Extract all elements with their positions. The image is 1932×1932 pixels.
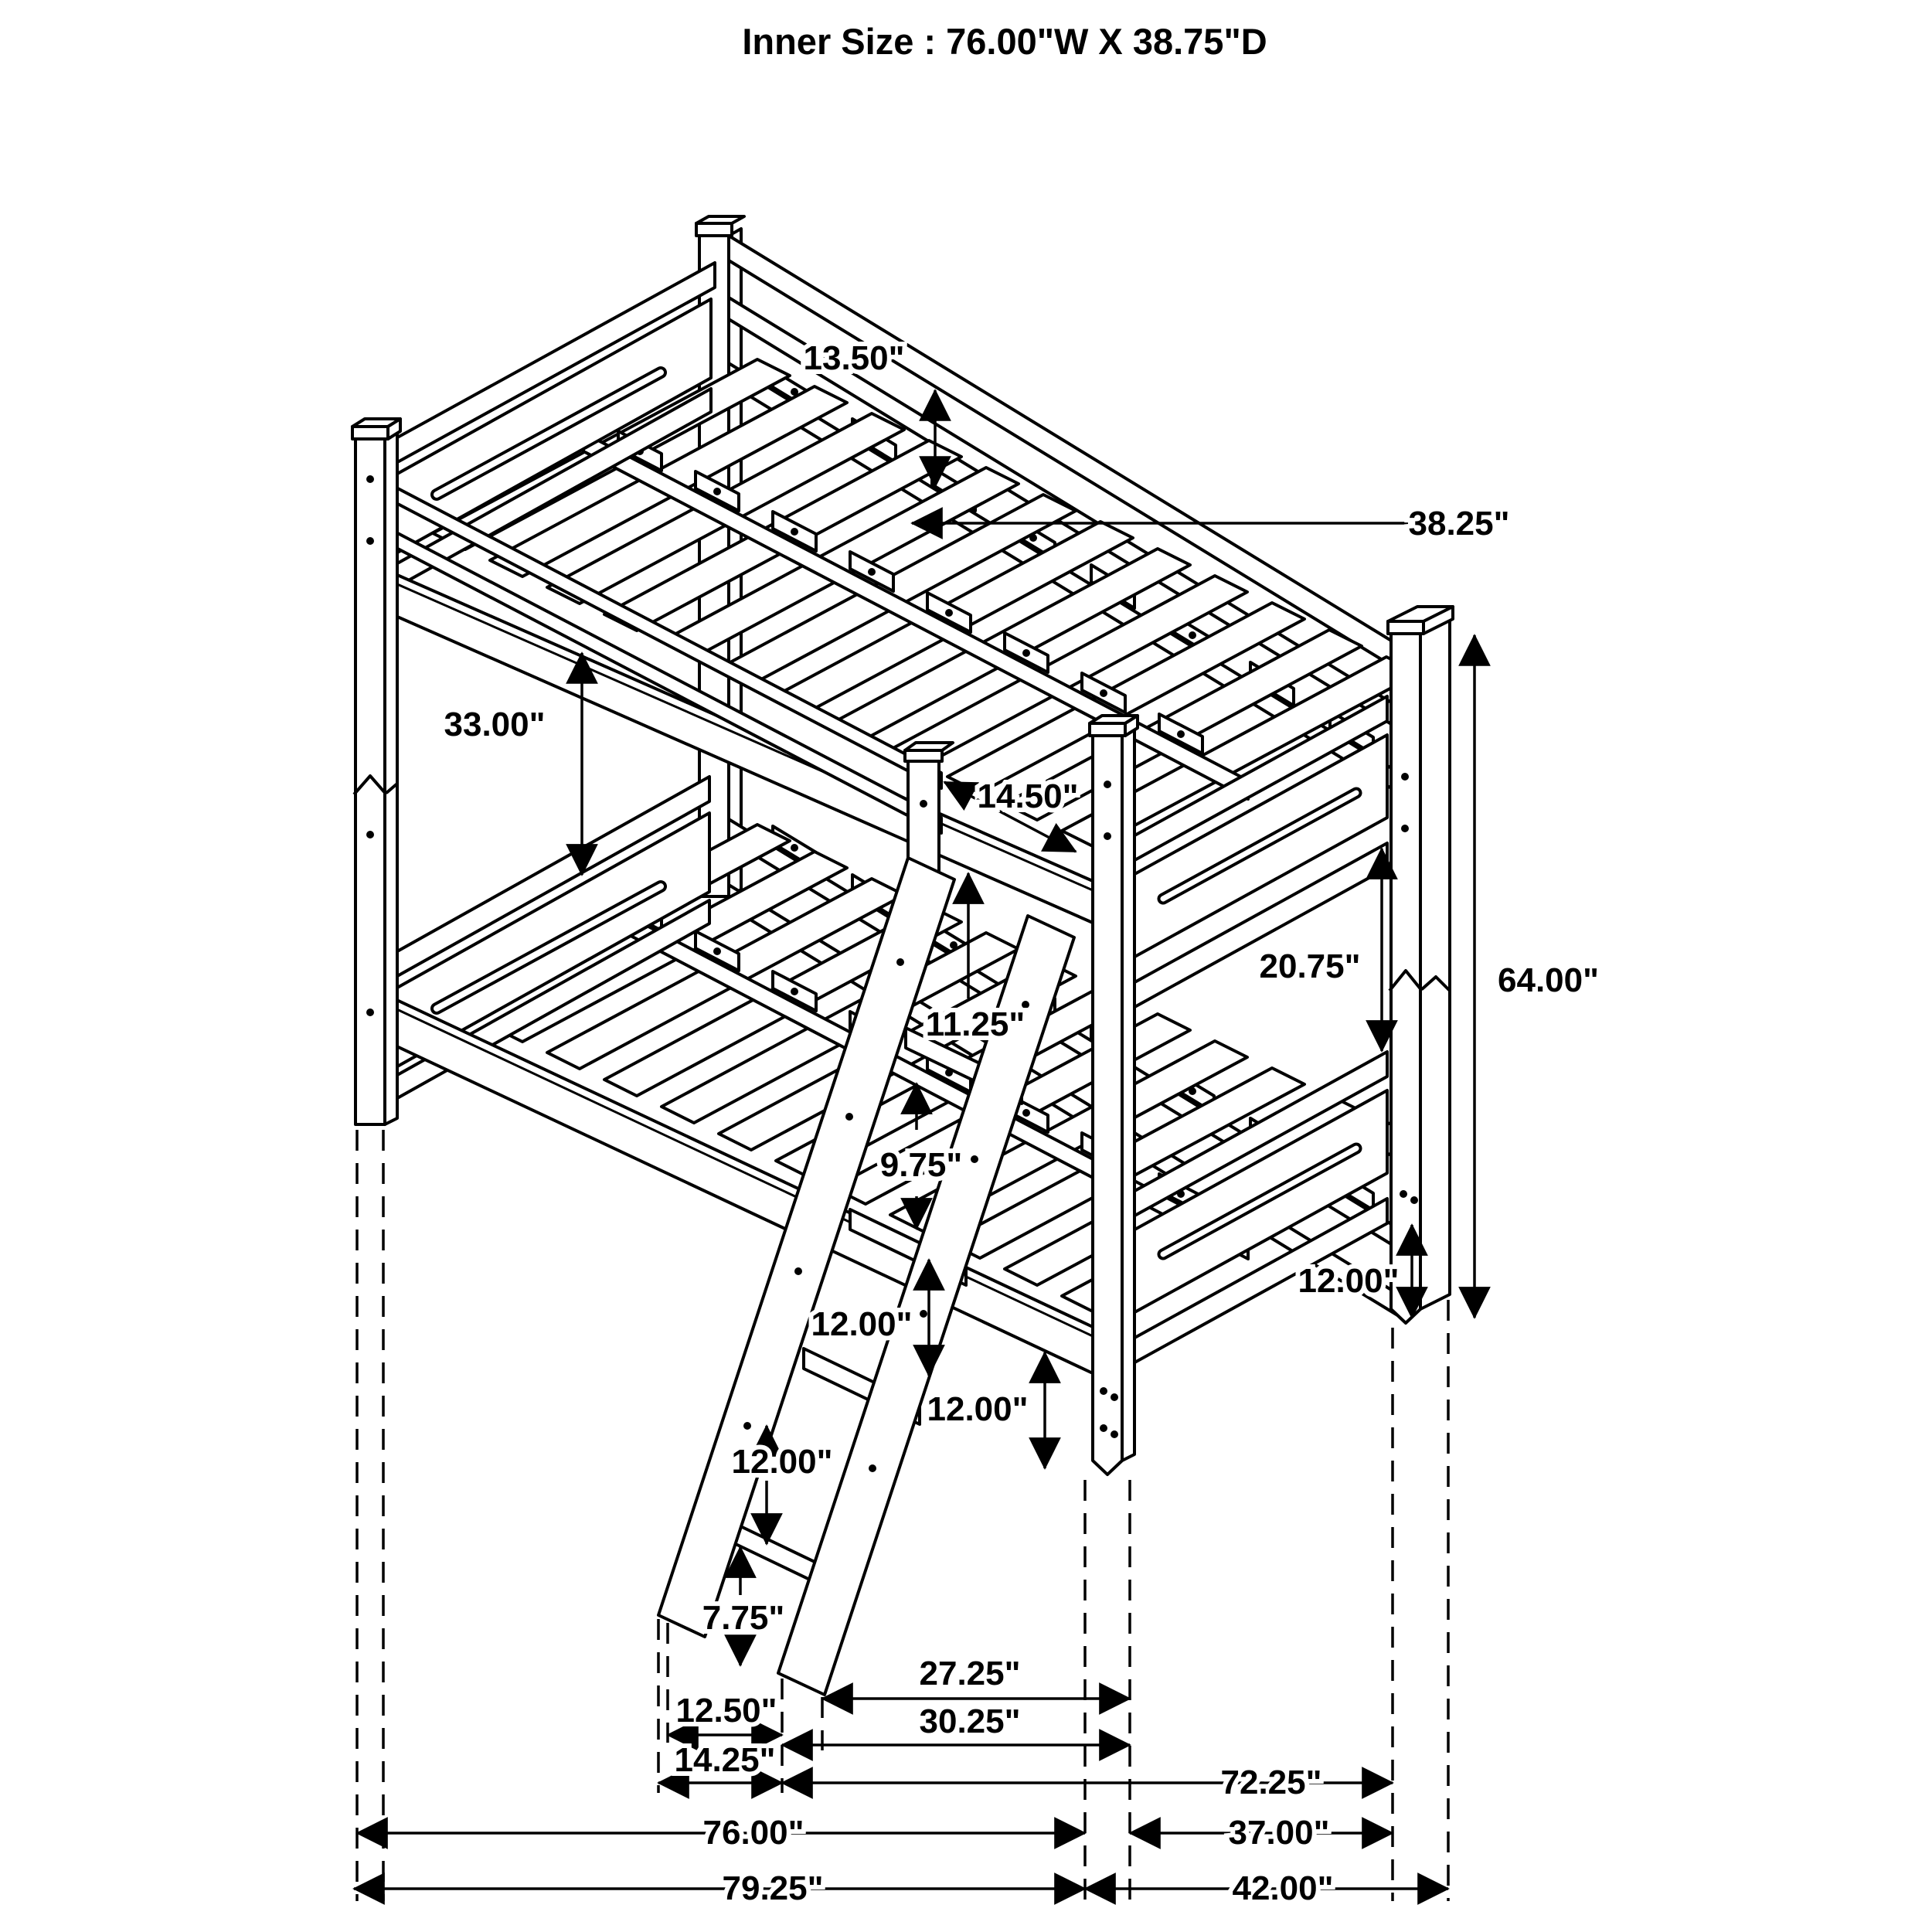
dim-label: 12.00" (1298, 1262, 1400, 1300)
dim-label: 72.25" (1220, 1764, 1322, 1801)
dim-overall-height (1475, 635, 1599, 1318)
dim-ladder-foot-width (668, 1692, 782, 1735)
post-foot-back (1388, 607, 1453, 1323)
dim-label: 79.25" (722, 1869, 824, 1907)
dim-label: 11.25" (925, 1005, 1026, 1043)
dim-front-leg-clearance (927, 1352, 1045, 1468)
dim-bed-length-overall (354, 1869, 1085, 1907)
dim-ladder-foot-depth (658, 1741, 782, 1783)
dim-label: 76.00" (702, 1814, 804, 1852)
dim-bed-length (357, 1814, 1085, 1852)
dim-label: 12.00" (927, 1390, 1029, 1428)
page-title: Inner Size : 76.00"W X 38.75"D (742, 21, 1267, 62)
dim-label: 12.50" (675, 1692, 777, 1730)
dim-label: 13.50" (803, 339, 905, 377)
dim-label: 38.25" (1408, 505, 1510, 543)
dim-label: 27.25" (919, 1655, 1021, 1692)
dim-label: 9.75" (879, 1146, 963, 1184)
dim-label: 64.00" (1498, 961, 1599, 999)
post-foot-front (1090, 716, 1138, 1475)
dim-label: 42.00" (1232, 1869, 1334, 1907)
post-head-front (352, 419, 400, 1124)
dim-label: 37.00" (1228, 1814, 1330, 1852)
dim-label: 30.25" (919, 1702, 1021, 1740)
dim-ladder-offset-outer (782, 1702, 1130, 1745)
dim-label: 12.00" (731, 1443, 833, 1481)
dim-label: 7.75" (702, 1599, 785, 1637)
dim-label: 14.50" (977, 777, 1079, 815)
dim-bed-length-inner (782, 1764, 1393, 1801)
dim-label: 14.25" (674, 1741, 776, 1779)
dim-label: 20.75" (1259, 947, 1361, 985)
dim-label: 33.00" (444, 706, 546, 743)
dim-label: 12.00" (811, 1305, 913, 1343)
dim-bed-depth-inner (1130, 1814, 1393, 1852)
